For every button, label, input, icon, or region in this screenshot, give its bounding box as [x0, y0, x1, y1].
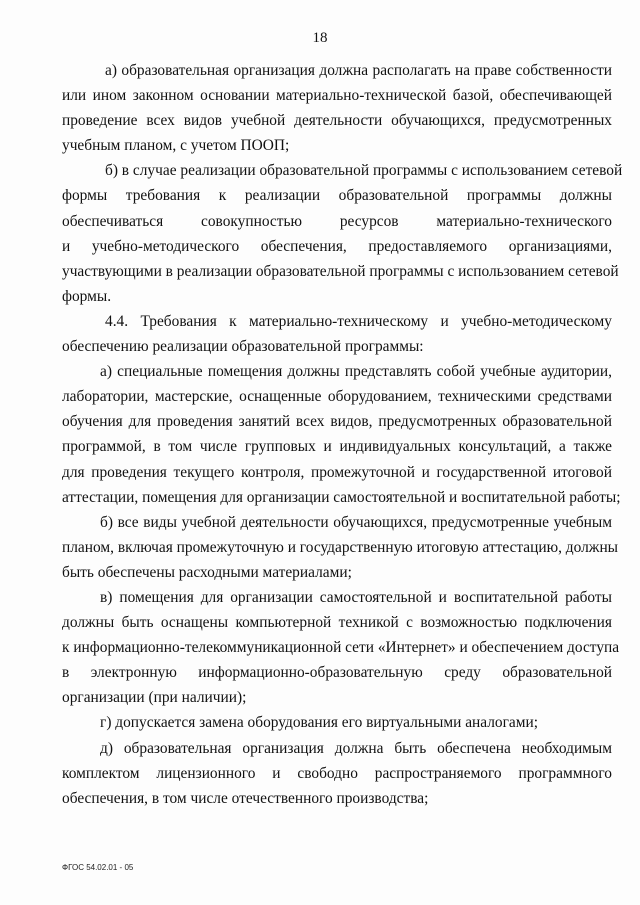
paragraph-b-network-form [62, 158, 623, 309]
text-line: участвующими в реализации образовательной программы с использованием сетевой [62, 262, 619, 280]
text-line: а) образовательная организация должна располагать на праве собственности [105, 62, 612, 79]
text-line: в электронную информационно-образовательную среду образовательной [62, 664, 612, 682]
text-line: к информационно-телекоммуникационной сети «Интернет» и обеспечением доступа [62, 639, 620, 657]
text-line: или ином законном основании материально-технической базой, обеспечивающей [62, 87, 612, 105]
text-line: быть обеспечены расходными материалами; [62, 563, 352, 581]
text-line: обеспечиваться совокупностью ресурсов материально-технического [62, 212, 612, 230]
text-line: аттестации, помещения для организации самостоятельной и воспитательной работы; [62, 488, 621, 506]
paragraph-d-software [62, 736, 612, 811]
document-body [62, 58, 623, 811]
paragraph-a-special-rooms [62, 359, 621, 510]
text-line: комплектом лицензионного и свободно распространяемого программного [62, 764, 612, 782]
paragraph-v-computer-equipment [62, 585, 620, 710]
text-line: формы требования к реализации образовательной программы должны [62, 187, 612, 205]
footer-document-code: ФГОС 54.02.01 - 05 [62, 863, 134, 872]
paragraph-b-consumables [62, 510, 619, 585]
text-line: проведение всех видов учебной деятельности обучающихся, предусмотренных [62, 112, 612, 130]
text-line: обеспечению реализации образовательной программы: [62, 338, 424, 356]
text-line: учебным планом, с учетом ПООП; [62, 137, 290, 155]
text-line: 4.4. Требования к материально-техническому и учебно-методическому [105, 312, 612, 330]
paragraph-a-material-base [62, 58, 612, 158]
text-line: лаборатории, мастерские, оснащенные оборудованием, техническими средствами [62, 388, 612, 406]
text-line: б) в случае реализации образовательной программы с использованием сетевой [105, 162, 623, 180]
paragraph-g-virtual-analogs [62, 710, 612, 735]
text-line: должны быть оснащены компьютерной техникой с возможностью подключения [62, 614, 612, 632]
text-line: обучения для проведения занятий всех видов, предусмотренных образовательной [62, 413, 612, 431]
text-line: программой, в том числе групповых и индивидуальных консультаций, а также [62, 438, 612, 456]
text-line: г) допускается замена оборудования его виртуальными аналогами; [100, 714, 538, 732]
text-line: б) все виды учебной деятельности обучающихся, предусмотренные учебным [100, 513, 612, 531]
text-line: и учебно-методического обеспечения, предоставляемого организациями, [62, 237, 612, 255]
page-number: 18 [312, 30, 328, 46]
text-line: обеспечения, в том числе отечественного производства; [62, 789, 429, 807]
text-line: д) образовательная организация должна быть обеспечена необходимым [100, 739, 612, 757]
text-line: организации (при наличии); [62, 689, 247, 707]
text-line: а) специальные помещения должны представлять собой учебные аудитории, [100, 363, 612, 381]
text-line: в) помещения для организации самостоятельной и воспитательной работы [100, 588, 612, 606]
section-4-4-heading [62, 309, 612, 359]
text-line: для проведения текущего контроля, промежуточной и государственной итоговой [62, 463, 612, 481]
text-line: планом, включая промежуточную и государственную итоговую аттестацию, должны [62, 538, 619, 556]
text-line: формы. [62, 287, 112, 305]
